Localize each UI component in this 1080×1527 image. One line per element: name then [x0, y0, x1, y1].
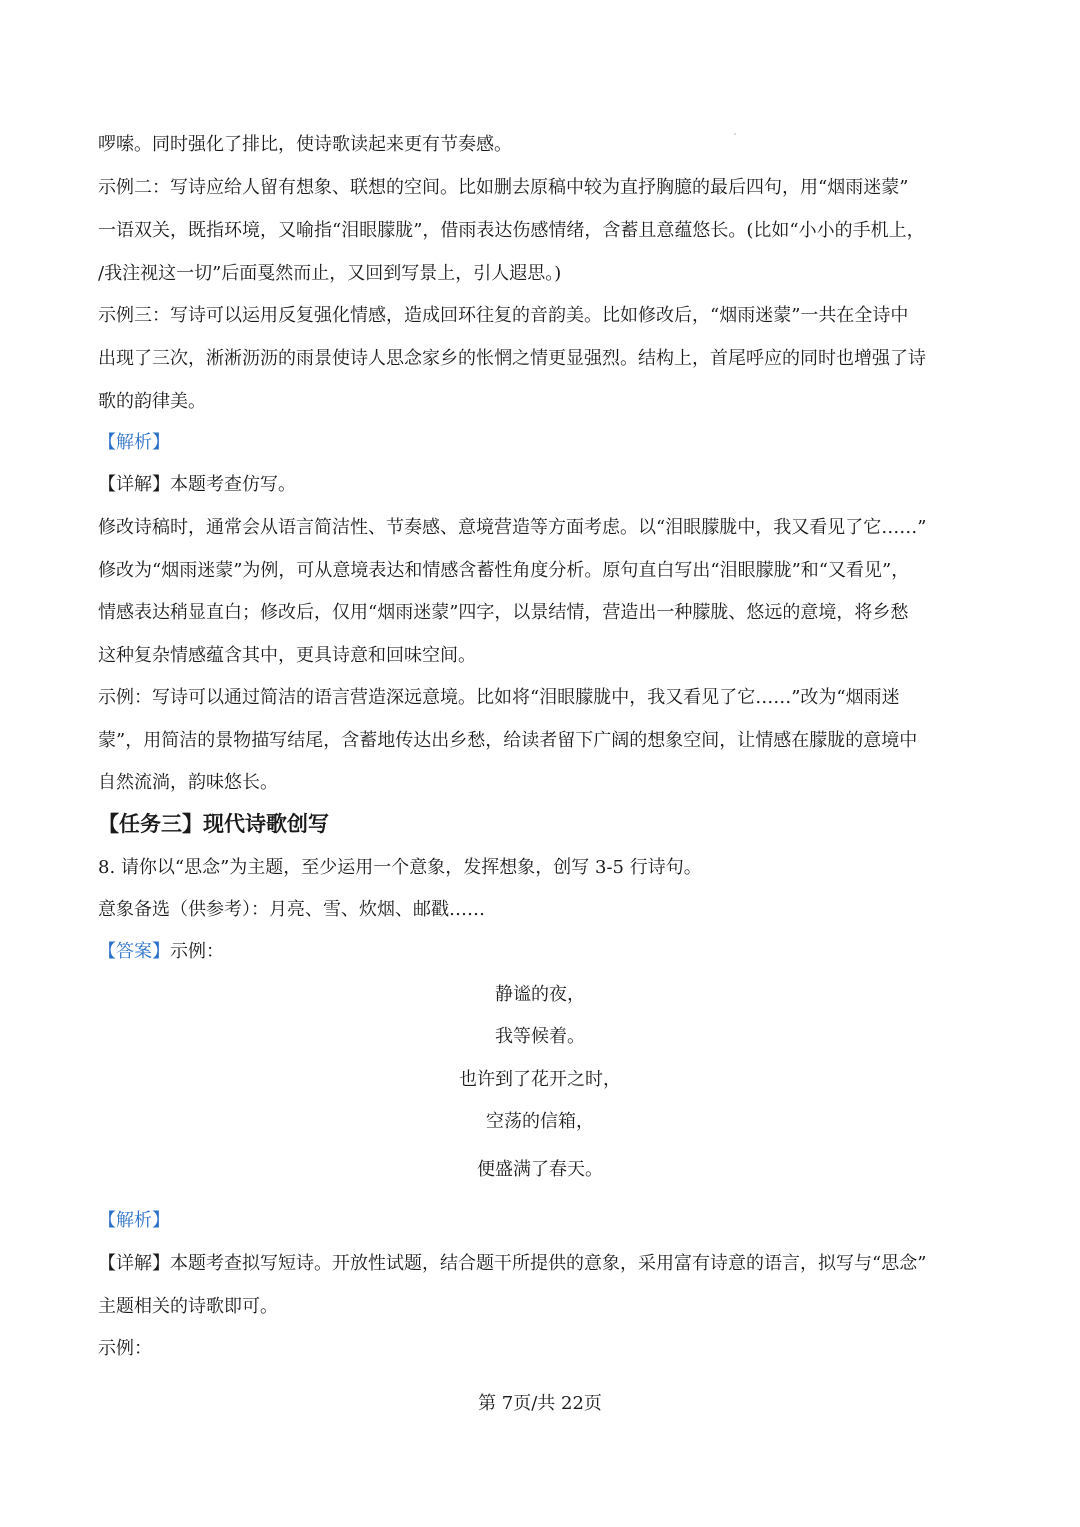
section-heading: 【任务三】现代诗歌创写: [98, 812, 329, 836]
poem-line: 我等候着。: [495, 1026, 585, 1047]
poem-line: 静谧的夜，: [495, 984, 585, 1005]
speck: [734, 133, 736, 135]
text-line: 歌的韵律美。: [98, 391, 206, 412]
poem-line: 空荡的信箱，: [486, 1111, 594, 1132]
detail-prefix: 【详解】: [98, 1253, 170, 1274]
text-line: 这种复杂情感蕴含其中，更具诗意和回味空间。: [98, 645, 476, 666]
text-line: /我注视这一切”后面戛然而止，又回到写景上，引人遐思。): [98, 263, 562, 284]
text-line: 示例：写诗可以通过简洁的语言营造深远意境。比如将“泪眼朦胧中，我又看见了它……”改为“烟雨迷: [98, 687, 900, 708]
example-label: 示例：: [98, 1338, 152, 1359]
text-line: 示例三：写诗可以运用反复强化情感，造成回环往复的音韵美。比如修改后，“烟雨迷蒙”一共在全诗中: [98, 305, 909, 326]
text-line: 一语双关，既指环境，又喻指“泪眼朦胧”，借雨表达伤感情绪，含蓄且意蕴悠长。(比如“小小的手机上，: [98, 220, 925, 241]
text-line: 修改为“烟雨迷蒙”为例，可从意境表达和情感含蓄性角度分析。原句直白写出“泪眼朦胧”和“又看见”，: [98, 560, 910, 581]
text-line: 自然流淌，韵味悠长。: [98, 772, 278, 793]
detail-line: [98, 1252, 926, 1276]
analysis-label: 【解析】: [98, 1210, 170, 1231]
detail-line: [98, 473, 296, 497]
detail-prefix: 【详解】: [98, 474, 170, 495]
analysis-label: 【解析】: [98, 432, 170, 453]
answer-label: 【答案】: [98, 941, 170, 962]
detail-text: 本题考查仿写。: [170, 474, 296, 495]
page-footer: 第 7页/共 22页: [478, 1393, 602, 1414]
text-line: 主题相关的诗歌即可。: [98, 1296, 278, 1317]
text-line: 蒙”，用简洁的景物描写结尾，含蓄地传达出乡愁，给读者留下广阔的想象空间，让情感在朦胧的意境中: [98, 730, 918, 751]
text-line: 修改诗稿时，通常会从语言简洁性、节奏感、意境营造等方面考虑。以“泪眼朦胧中，我又看见了它……”: [98, 517, 927, 538]
imagery-options: 意象备选（供参考）：月亮、雪、炊烟、邮戳……: [98, 899, 485, 920]
text-line: 啰嗦。同时强化了排比，使诗歌读起来更有节奏感。: [98, 134, 512, 155]
detail-text: 本题考查拟写短诗。开放性试题，结合题干所提供的意象，采用富有诗意的语言，拟写与“思念”: [170, 1253, 927, 1274]
text-line: 出现了三次，淅淅沥沥的雨景使诗人思念家乡的怅惘之情更显强烈。结构上，首尾呼应的同时也增强了诗: [98, 348, 926, 369]
answer-text: 示例：: [170, 941, 224, 962]
text-line: 情感表达稍显直白；修改后，仅用“烟雨迷蒙”四字，以景结情，营造出一种朦胧、悠远的意境，将乡愁: [98, 602, 909, 623]
poem-line: 便盛满了春天。: [477, 1159, 603, 1180]
poem-line: 也许到了花开之时，: [459, 1069, 621, 1090]
answer-line: [98, 940, 224, 964]
question-text: 8. 请你以“思念”为主题，至少运用一个意象，发挥想象，创写 3-5 行诗句。: [98, 857, 702, 878]
text-line: 示例二：写诗应给人留有想象、联想的空间。比如删去原稿中较为直抒胸臆的最后四句，用“烟雨迷蒙”: [98, 177, 909, 198]
